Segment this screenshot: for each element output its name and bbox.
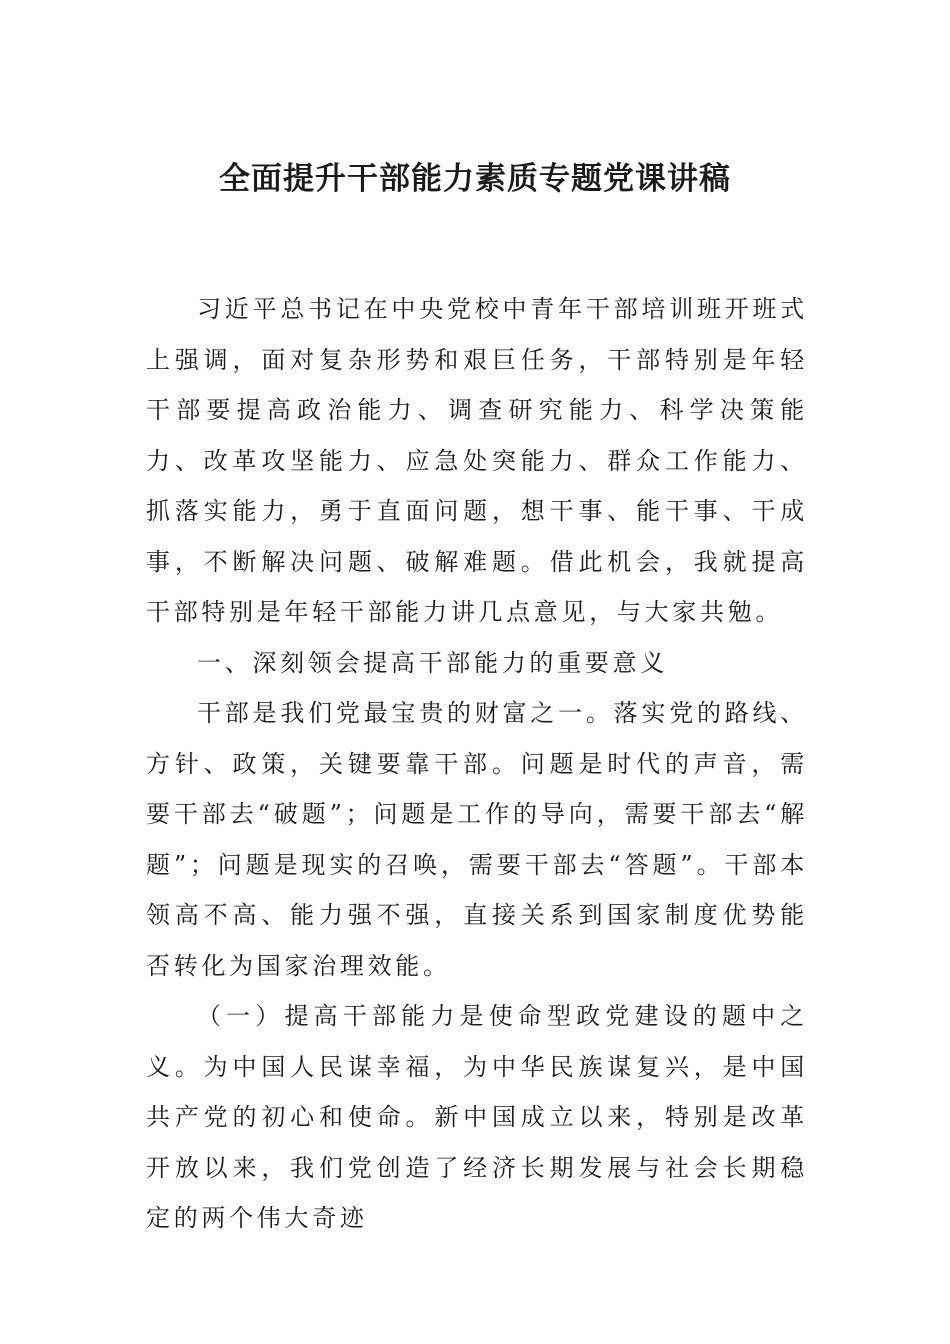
paragraph-intro: 习近平总书记在中央党校中青年干部培训班开班式上强调，面对复杂形势和艰巨任务，干部特别是年轻干部要提高政治能力、调查研究能力、科学决策能力、改革攻坚能力、应急处突能力、群众工作能力、抓落实能力，勇于直面问题，想干事、能干事、干成事，不断解决问题、破解难题。借此机会，我就提高干部特别是年轻干部能力讲几点意见，与大家共勉。 [146, 295, 808, 626]
paragraph-cadre-importance: 干部是我们党最宝贵的财富之一。落实党的路线、方针、政策，关键要靠干部。问题是时代的声音，需要干部去“破题”；问题是工作的导向，需要干部去“解题”；问题是现实的召唤，需要干部去“答题”。干部本领高不高、能力强不强，直接关系到国家制度优势能否转化为国家治理效能。 [146, 699, 808, 980]
document-body [146, 284, 808, 1244]
document-title: 全面提升干部能力素质专题党课讲稿 [219, 161, 731, 197]
paragraph-subsection-1: （一）提高干部能力是使命型政党建设的题中之义。为中国人民谋幸福，为中华民族谋复兴，是中国共产党的初心和使命。新中国成立以来，特别是改革开放以来，我们党创造了经济长期发展与社会长期稳定的两个伟大奇迹 [146, 1002, 808, 1232]
section-heading-1: 一、深刻领会提高干部能力的重要意义 [197, 648, 668, 677]
